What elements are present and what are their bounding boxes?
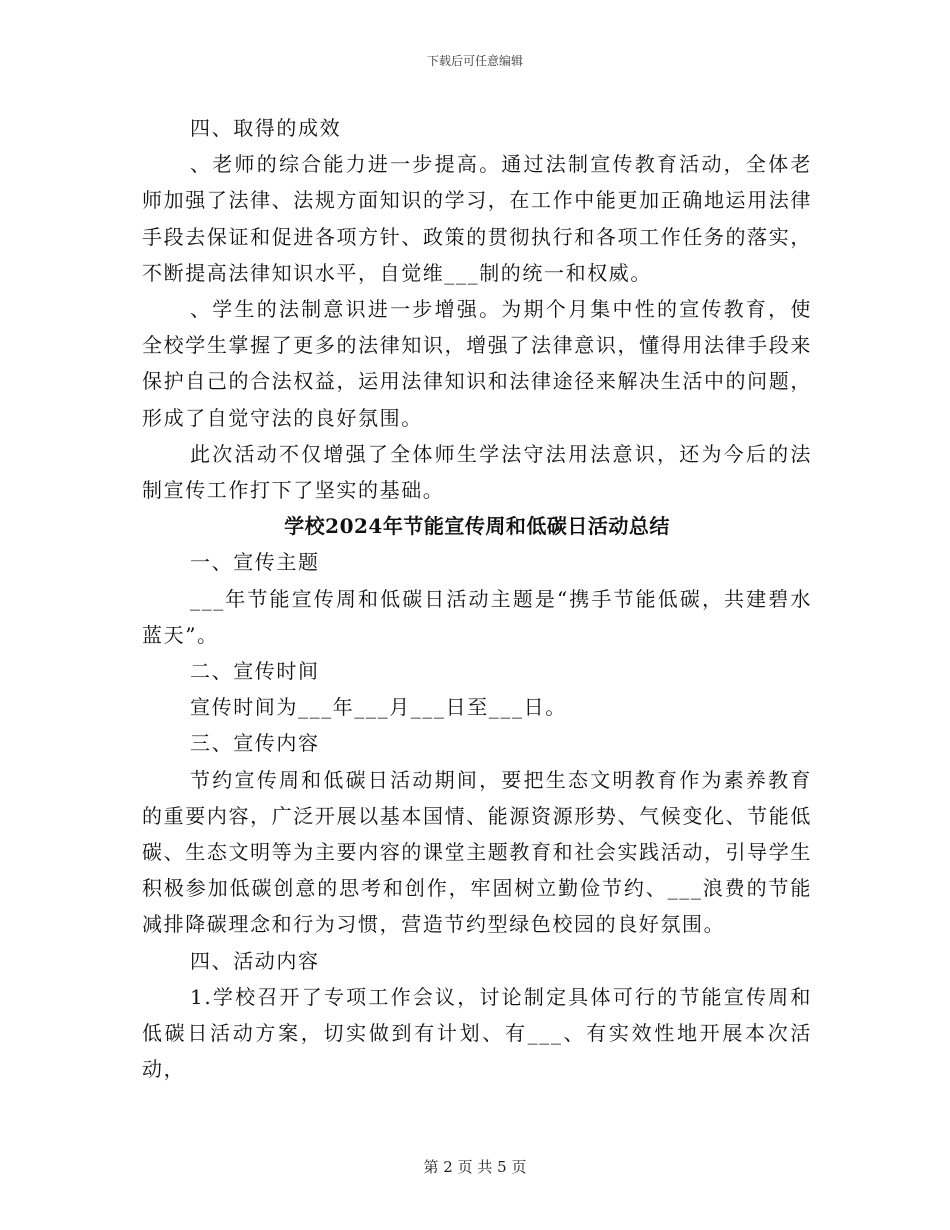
page-header-note: 下载后可任意编辑 — [426, 54, 523, 68]
paragraph-time: 宣传时间为___年___月___日至___日。 — [190, 695, 567, 720]
heading-activities: 四、活动内容 — [190, 948, 320, 973]
paragraph-activity-conclusion: 此次活动不仅增强了全体师生学法守法用法意识，还为今后的法制宣传工作打下了坚实的基础。 — [142, 441, 812, 503]
paragraph-content: 节约宣传周和低碳日活动期间，要把生态文明教育作为素养教育的重要内容，广泛开展以基本国情、能源资源形势、气候变化、节能低碳、生态文明等为主要内容的课堂主题教育和社会实践活动，引导学生积极参加低碳创意的思考和创作，牢固树立勤俭节约、___浪费的节能减排降碳理念和行为习惯，营造节约型绿色校园的良好氛围。 — [142, 767, 812, 937]
article-title: 学校2024年节能宣传周和低碳日活动总结 — [284, 514, 670, 539]
heading-theme: 一、宣传主题 — [190, 550, 320, 575]
paragraph-activities: 1.学校召开了专项工作会议，讨论制定具体可行的节能宣传周和低碳日活动方案，切实做到有计划、有___、有实效性地开展本次活动， — [142, 984, 812, 1082]
document-body — [142, 110, 812, 1087]
paragraph-teacher-ability: 、老师的综合能力进一步提高。通过法制宣传教育活动，全体老师加强了法律、法规方面知识的学习，在工作中能更加正确地运用法律手段去保证和促进各项方针、政策的贯彻执行和各项工作任务的落实，不断提高法律知识水平，自觉维___制的统一和权威。 — [142, 152, 812, 285]
paragraph-student-awareness: 、学生的法制意识进一步增强。为期个月集中性的宣传教育，使全校学生掌握了更多的法律知识，增强了法律意识，懂得用法律手段来保护自己的合法权益，运用法律知识和法律途径来解决生活中的问题，形成了自觉守法的良好氛围。 — [142, 297, 812, 430]
page-number-footer: 第 2 页 共 5 页 — [423, 1158, 527, 1176]
heading-content: 三、宣传内容 — [190, 731, 320, 756]
paragraph-theme: ___年节能宣传周和低碳日活动主题是“携手节能低碳，共建碧水蓝天”。 — [142, 586, 812, 647]
heading-time: 二、宣传时间 — [190, 659, 320, 684]
section-heading-results: 四、取得的成效 — [190, 116, 342, 140]
